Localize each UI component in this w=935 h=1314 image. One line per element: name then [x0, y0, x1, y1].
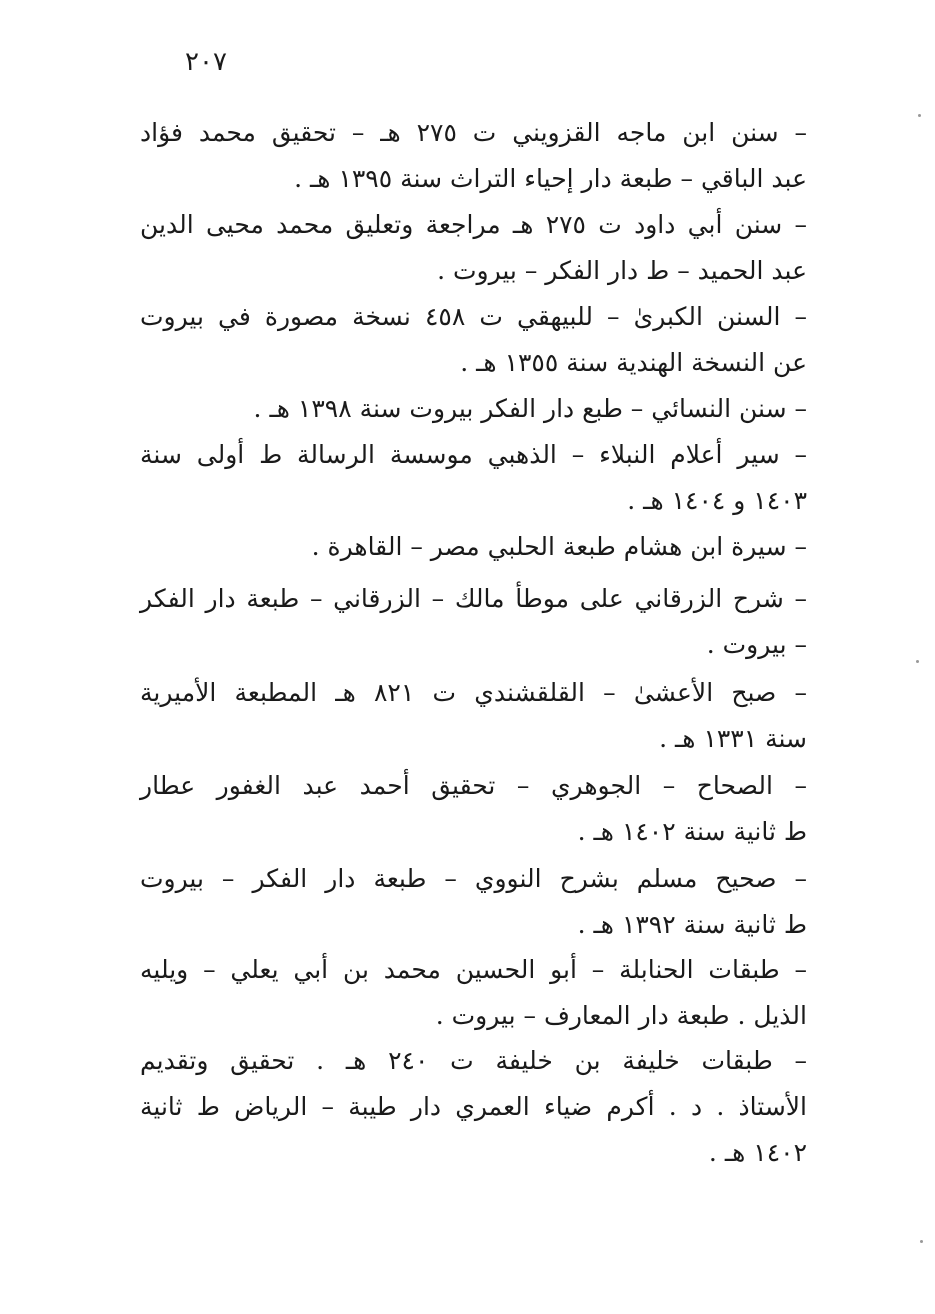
bibliography-entry	[140, 1038, 807, 1176]
bibliography-entry	[140, 386, 807, 432]
bibliography-entry	[140, 432, 807, 524]
bibliography-entry	[140, 524, 807, 570]
entry-line: – سنن ابن ماجه القزويني ت ٢٧٥ هـ – تحقيق محمد فؤاد	[140, 118, 807, 147]
scan-speck	[920, 1240, 923, 1243]
bibliography-entry	[140, 670, 807, 762]
entry-line: الذيل . طبعة دار المعارف – بيروت .	[435, 1001, 807, 1030]
entry-line: – طبقات خليفة بن خليفة ت ٢٤٠ هـ . تحقيق وتقديم	[140, 1046, 807, 1075]
entry-line: – سيرة ابن هشام طبعة الحلبي مصر – القاهرة .	[311, 532, 807, 561]
bibliography-entry	[140, 202, 807, 294]
entry-line: – السنن الكبرىٰ – للبيهقي ت ٤٥٨ نسخة مصورة في بيروت	[140, 302, 808, 331]
entry-line: الأستاذ . د . أكرم ضياء العمري دار طيبة – الرياض ط ثانية	[140, 1092, 807, 1121]
entry-line: – طبقات الحنابلة – أبو الحسين محمد بن أبي يعلي – ويليه	[140, 955, 807, 984]
entry-line: – صحيح مسلم بشرح النووي – طبعة دار الفكر – بيروت	[140, 864, 807, 893]
bibliography-entry	[140, 294, 807, 386]
bibliography-entry	[140, 576, 807, 668]
entry-line: عبد الحميد – ط دار الفكر – بيروت .	[437, 256, 807, 285]
bibliography-entry	[140, 947, 807, 1039]
scan-speck	[916, 660, 919, 663]
entry-line: – بيروت .	[706, 630, 807, 659]
entry-line: – سير أعلام النبلاء – الذهبي موسسة الرسالة ط أولى سنة	[140, 440, 807, 469]
entry-line: – سنن أبي داود ت ٢٧٥ هـ مراجعة وتعليق محمد محيى الدين	[140, 210, 807, 239]
bibliography-entry	[140, 856, 807, 948]
entry-line: ١٤٠٢ هـ .	[708, 1138, 807, 1167]
scan-speck	[918, 114, 921, 117]
entry-line: – الصحاح – الجوهري – تحقيق أحمد عبد الغفور عطار	[140, 771, 807, 800]
bibliography-entry	[140, 763, 807, 855]
entry-line: – سنن النسائي – طبع دار الفكر بيروت سنة ١٣٩٨ هـ .	[253, 394, 807, 423]
entry-line: عبد الباقي – طبعة دار إحياء التراث سنة ١٣٩٥ هـ .	[294, 164, 807, 193]
entry-line: – شرح الزرقاني على موطأ مالك – الزرقاني – طبعة دار الفكر	[140, 584, 807, 613]
entry-line: سنة ١٣٣١ هـ .	[659, 724, 807, 753]
entry-line: ط ثانية سنة ١٣٩٢ هـ .	[577, 910, 807, 939]
entry-line: عن النسخة الهندية سنة ١٣٥٥ هـ .	[460, 348, 807, 377]
entry-line: ١٤٠٣ و ١٤٠٤ هـ .	[627, 486, 807, 515]
bibliography-entry	[140, 110, 807, 202]
page-number: ٢٠٧	[185, 47, 227, 77]
entry-line: ط ثانية سنة ١٤٠٢ هـ .	[577, 817, 807, 846]
entry-line: – صبح الأعشىٰ – القلقشندي ت ٨٢١ هـ المطبعة الأميرية	[140, 678, 807, 707]
